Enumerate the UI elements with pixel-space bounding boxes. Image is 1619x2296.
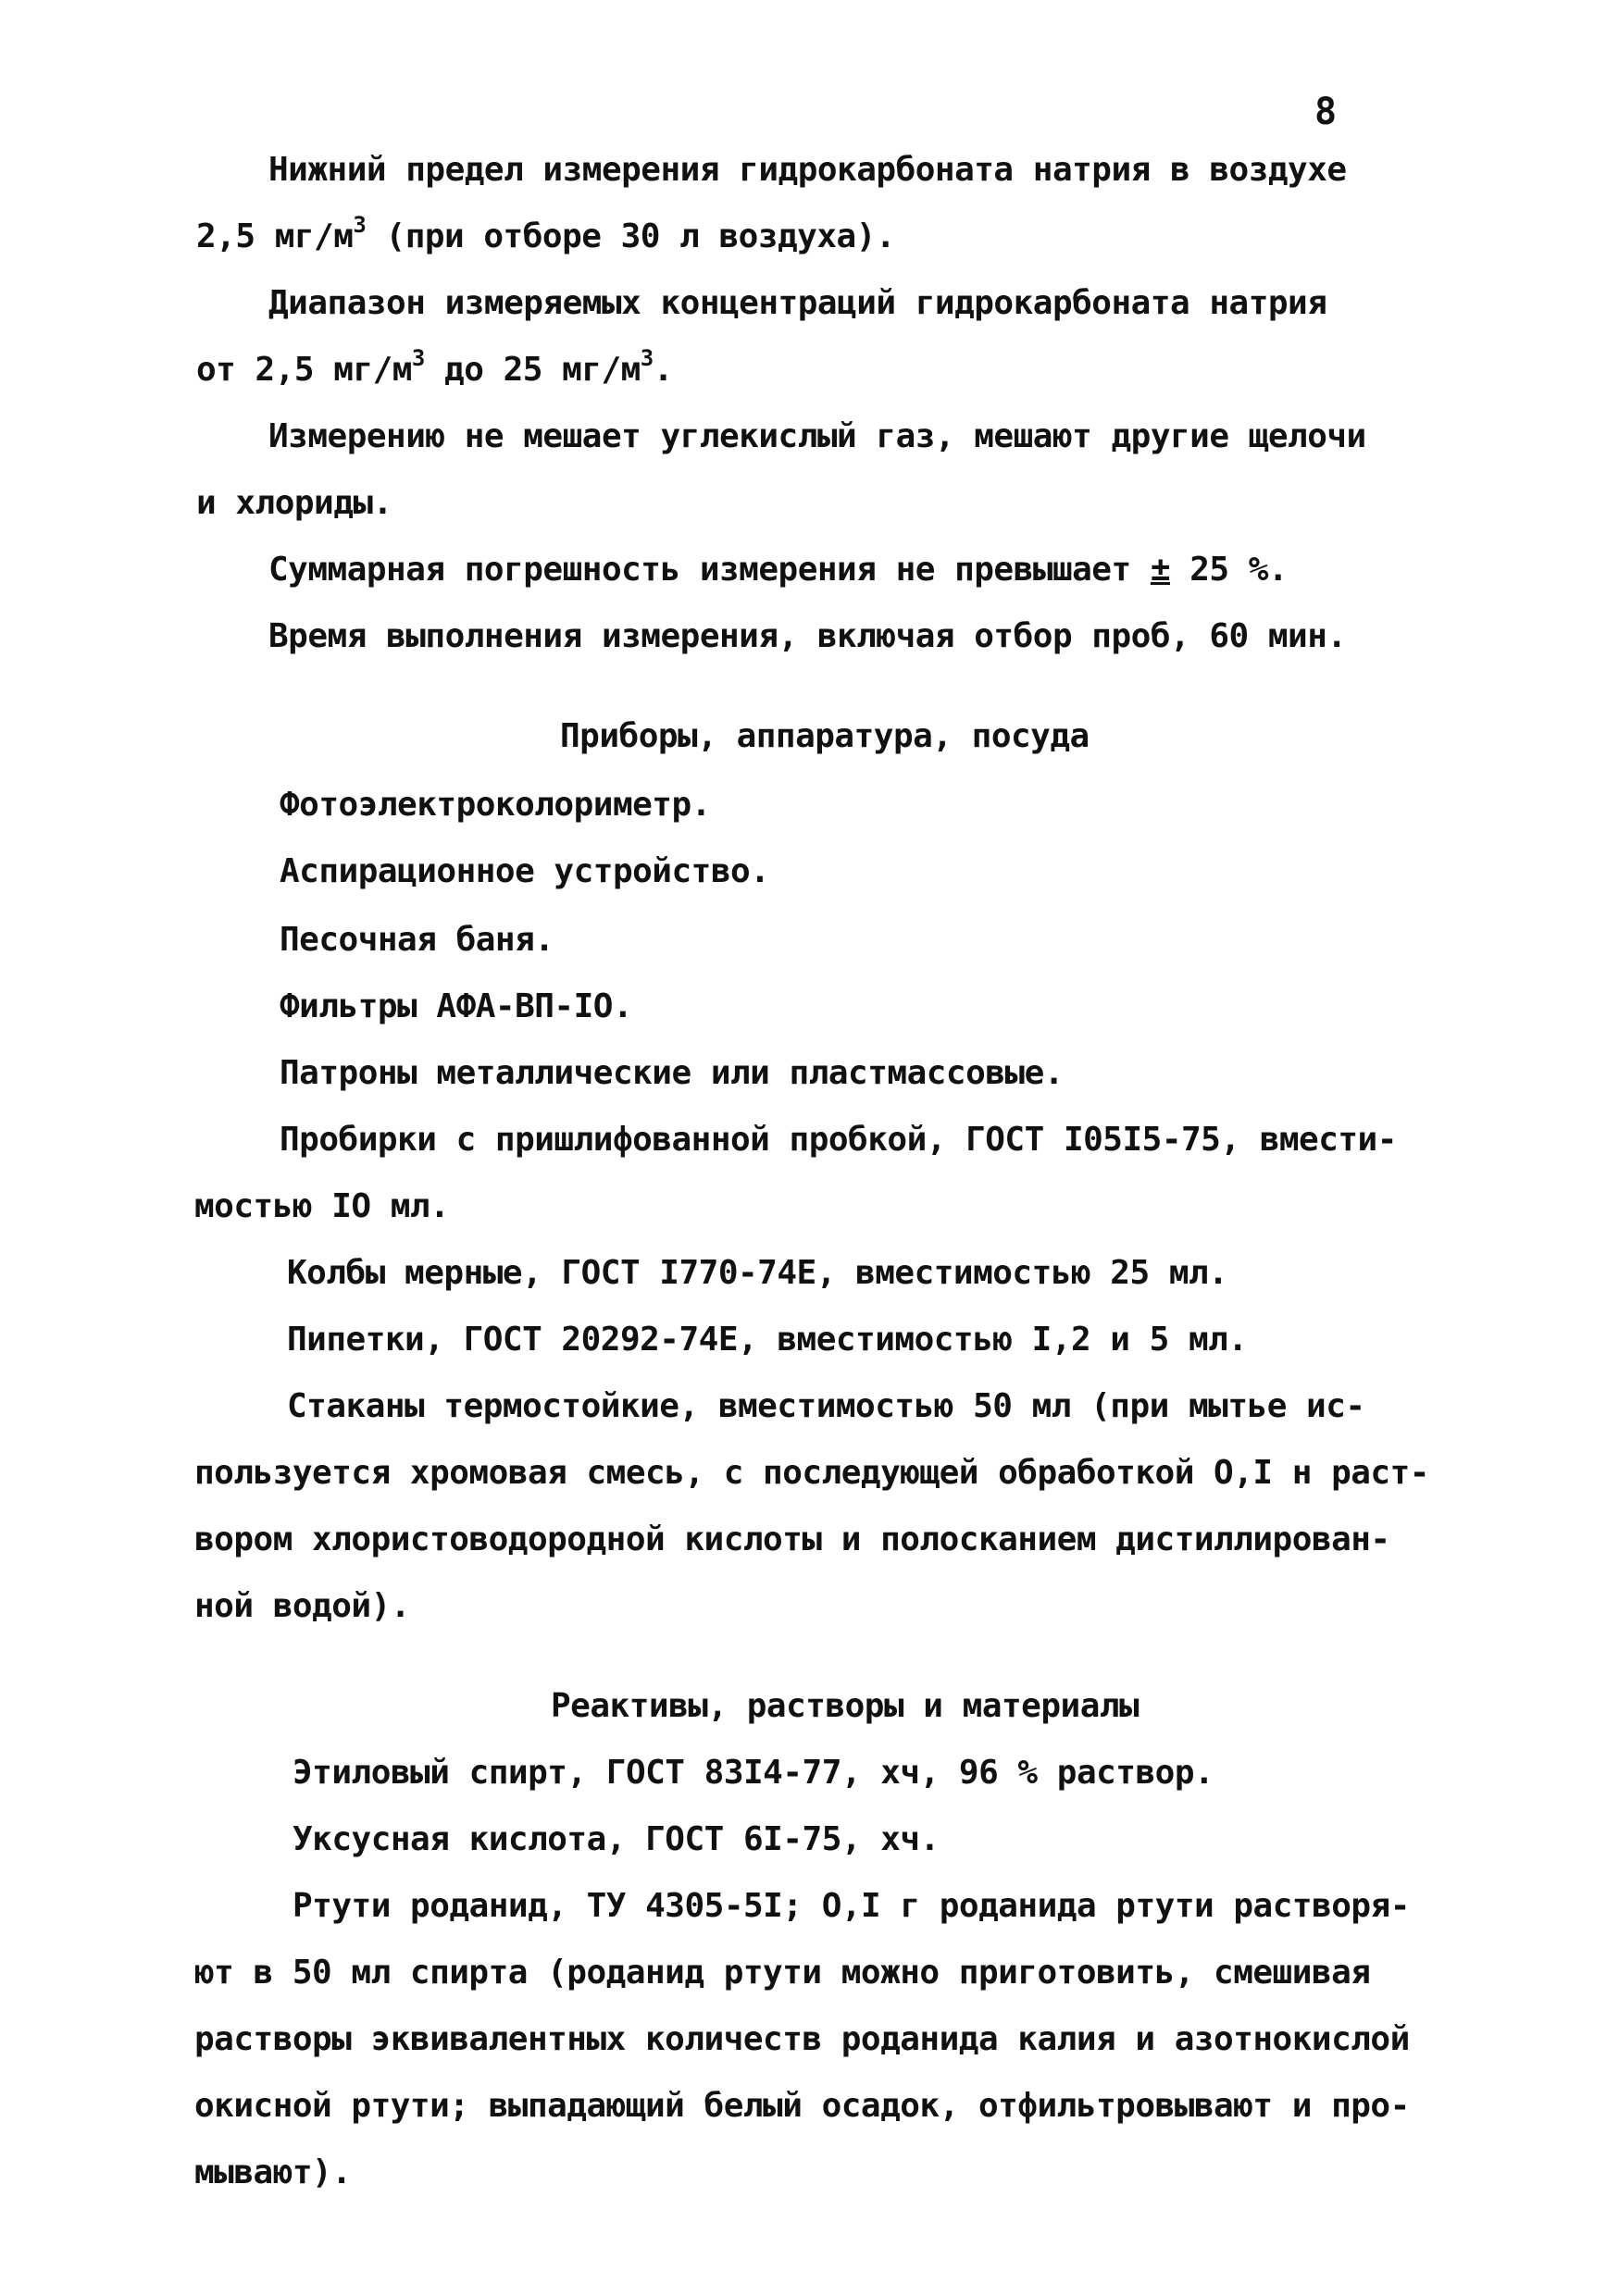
list-item: Стаканы термостойкие, вместимостью 50 мл (при мытье ис-: [287, 1387, 1365, 1425]
text-line: Измерению не мешает углекислый газ, мешают другие щелочи: [268, 417, 1366, 455]
list-item: Песочная баня.: [280, 921, 554, 959]
text-line: 2,5 $мг/м^3$ (при отборе 30 л воздуха).: [196, 212, 896, 255]
section-heading: Реактивы, растворы и материалы: [551, 1687, 1140, 1725]
list-item: Колбы мерные, ГОСТ I770-74Е, вместимостью 25 мл.: [287, 1254, 1228, 1292]
list-item: Пробирки с пришлифованной пробкой, ГОСТ I05I5-75, вмести-: [280, 1121, 1397, 1159]
list-item: ют в 50 мл спирта (роданид ртути можно приготовить, смешивая: [194, 1954, 1371, 1992]
list-item: мывают).: [194, 2153, 352, 2191]
list-item: Уксусная кислота, ГОСТ 6I-75, хч.: [293, 1820, 940, 1858]
text-line: Нижний предел измерения гидрокарбоната натрия в воздухе: [268, 151, 1347, 189]
list-item: пользуется хромовая смесь, с последующей обработкой О,I н раст-: [194, 1454, 1429, 1492]
text-line: и хлориды.: [196, 484, 392, 522]
list-item: вором хлористоводородной кислоты и полосканием дистиллирован-: [194, 1520, 1390, 1558]
text-line: Время выполнения измерения, включая отбор проб, 60 мин.: [268, 617, 1347, 655]
section-heading: Приборы, аппаратура, посуда: [560, 717, 1090, 755]
page-number: 8: [1314, 91, 1337, 133]
list-item: мостью IО мл.: [194, 1187, 450, 1225]
list-item: растворы эквивалентных количеств роданида калия и азотнокислой: [194, 2020, 1410, 2058]
list-item: ной водой).: [194, 1587, 410, 1625]
list-item: Пипетки, ГОСТ 20292-74Е, вместимостью I,2 и 5 мл.: [287, 1321, 1248, 1359]
list-item: Фильтры АФА-ВП-IО.: [280, 987, 633, 1025]
list-item: окисной ртути; выпадающий белый осадок, отфильтровывают и про-: [194, 2087, 1410, 2125]
text-line: от 2,5 $мг/м^3$ до 25 $мг/м^3$.: [196, 345, 673, 389]
list-item: Ртути роданид, ТУ 4305-5I; О,I г роданида ртути растворя-: [293, 1887, 1410, 1925]
list-item: Фотоэлектроколориметр.: [280, 786, 711, 824]
list-item: Патроны металлические или пластмассовые.: [280, 1054, 1064, 1092]
text-line: Диапазон измеряемых концентраций гидрокарбоната натрия: [268, 284, 1327, 322]
list-item: Аспирационное устройство.: [280, 852, 770, 890]
text-line: Суммарная погрешность измерения не превышает ± 25 %.: [268, 551, 1289, 589]
list-item: Этиловый спирт, ГОСТ 83I4-77, хч, 96 % раствор.: [293, 1754, 1214, 1792]
